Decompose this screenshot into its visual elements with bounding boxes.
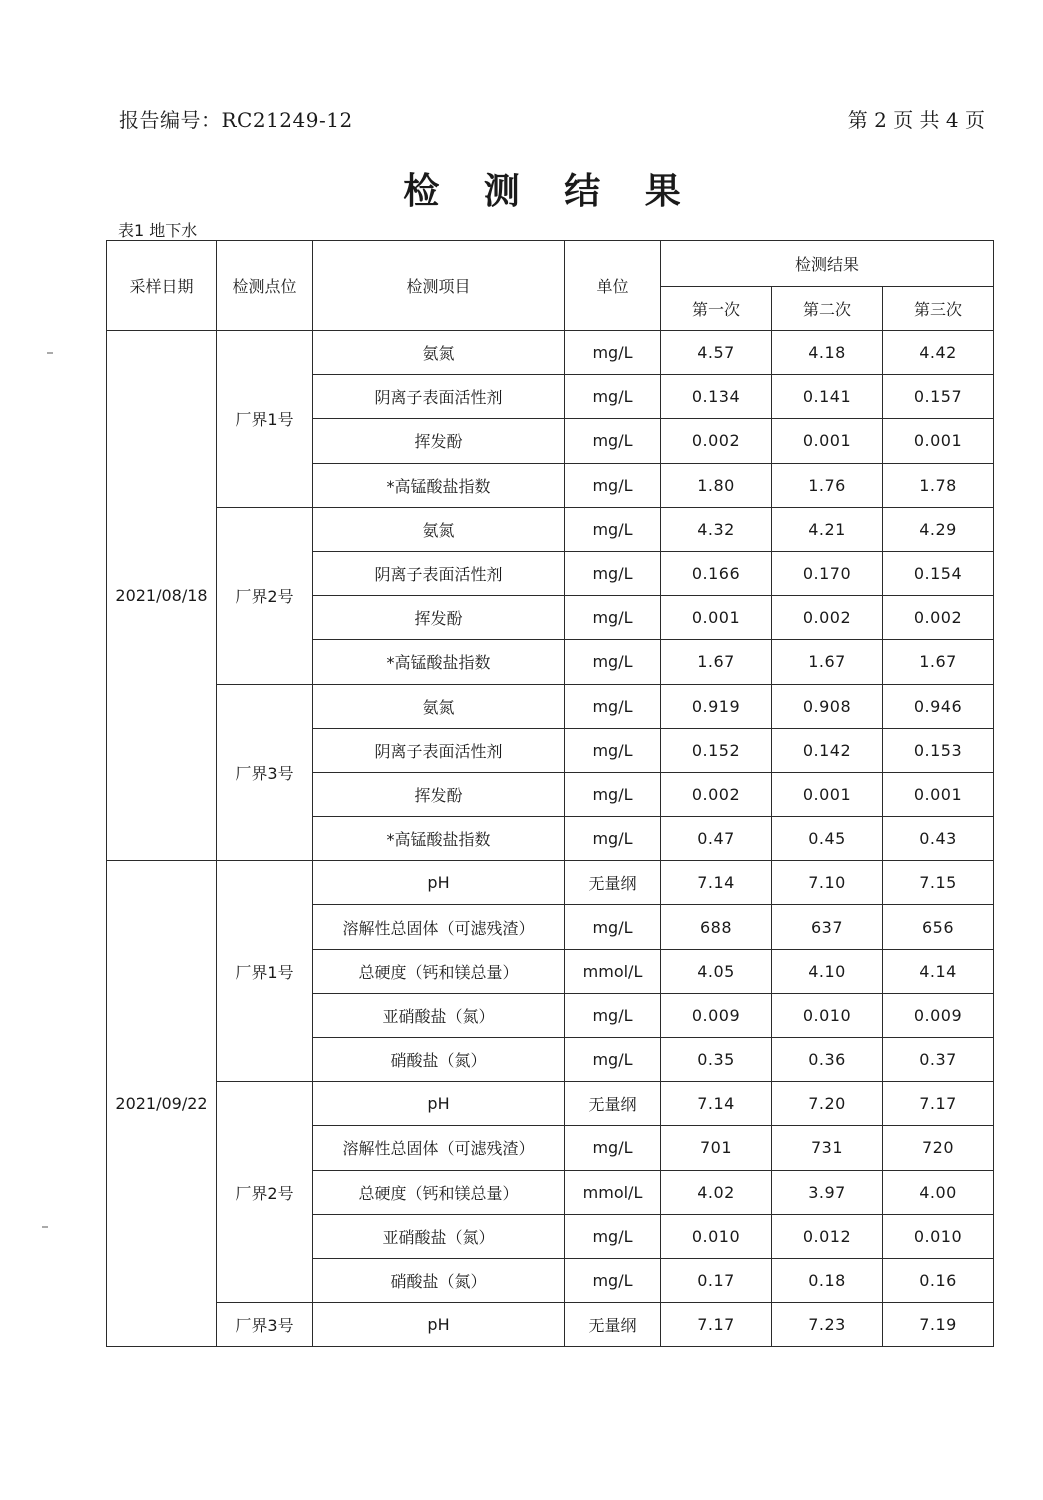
result-first-cell: 4.02 <box>661 1170 772 1214</box>
result-third-cell: 4.42 <box>883 331 994 375</box>
result-second-cell: 0.010 <box>772 993 883 1037</box>
result-first-cell: 4.05 <box>661 949 772 993</box>
sampling-point-cell: 厂界1号 <box>217 331 313 508</box>
result-third-cell: 4.14 <box>883 949 994 993</box>
result-first-cell: 0.47 <box>661 817 772 861</box>
result-first-cell: 0.152 <box>661 728 772 772</box>
result-second-cell: 4.10 <box>772 949 883 993</box>
test-item-cell: 溶解性总固体（可滤残渣） <box>313 905 565 949</box>
result-third-cell: 0.001 <box>883 772 994 816</box>
table-caption: 表1 地下水 <box>118 221 198 240</box>
report-number: 报告编号：RC21249-12 <box>119 108 353 132</box>
result-third-cell: 7.19 <box>883 1303 994 1347</box>
result-second-cell: 0.141 <box>772 375 883 419</box>
unit-cell: mg/L <box>565 596 661 640</box>
table-row <box>107 684 994 728</box>
result-first-cell: 701 <box>661 1126 772 1170</box>
page-title: 检 测 结 果 <box>403 171 697 212</box>
result-third-cell: 4.00 <box>883 1170 994 1214</box>
unit-cell: mg/L <box>565 1038 661 1082</box>
result-third-cell: 0.16 <box>883 1258 994 1302</box>
table-row <box>107 507 994 551</box>
result-first-cell: 0.010 <box>661 1214 772 1258</box>
sampling-point-cell: 厂界2号 <box>217 1082 313 1303</box>
header-sampling-date: 采样日期 <box>107 241 217 331</box>
result-first-cell: 0.134 <box>661 375 772 419</box>
result-second-cell: 0.002 <box>772 596 883 640</box>
page-indicator: 第 2 页 共 4 页 <box>847 108 985 132</box>
result-first-cell: 0.009 <box>661 993 772 1037</box>
test-item-cell: 硝酸盐（氮） <box>313 1258 565 1302</box>
result-first-cell: 0.17 <box>661 1258 772 1302</box>
unit-cell: mg/L <box>565 331 661 375</box>
result-third-cell: 0.153 <box>883 728 994 772</box>
result-third-cell: 0.37 <box>883 1038 994 1082</box>
result-second-cell: 0.18 <box>772 1258 883 1302</box>
result-first-cell: 0.166 <box>661 551 772 595</box>
unit-cell: mg/L <box>565 1126 661 1170</box>
result-third-cell: 7.17 <box>883 1082 994 1126</box>
result-second-cell: 731 <box>772 1126 883 1170</box>
unit-cell: mmol/L <box>565 1170 661 1214</box>
header-results: 检测结果 <box>661 241 994 287</box>
test-item-cell: 氨氮 <box>313 507 565 551</box>
unit-cell: 无量纲 <box>565 1082 661 1126</box>
result-third-cell: 7.15 <box>883 861 994 905</box>
unit-cell: mg/L <box>565 1214 661 1258</box>
test-item-cell: 氨氮 <box>313 684 565 728</box>
result-third-cell: 0.154 <box>883 551 994 595</box>
sampling-point-cell: 厂界2号 <box>217 507 313 684</box>
result-second-cell: 4.18 <box>772 331 883 375</box>
result-third-cell: 0.157 <box>883 375 994 419</box>
sampling-date-cell: 2021/08/18 <box>107 331 217 861</box>
unit-cell: mg/L <box>565 1258 661 1302</box>
results-body <box>107 331 994 1347</box>
test-item-cell: 亚硝酸盐（氮） <box>313 993 565 1037</box>
unit-cell: mg/L <box>565 772 661 816</box>
result-first-cell: 1.67 <box>661 640 772 684</box>
test-item-cell: pH <box>313 861 565 905</box>
test-item-cell: 亚硝酸盐（氮） <box>313 1214 565 1258</box>
test-item-cell: 硝酸盐（氮） <box>313 1038 565 1082</box>
result-second-cell: 4.21 <box>772 507 883 551</box>
sampling-date-cell: 2021/09/22 <box>107 861 217 1347</box>
test-item-cell: *高锰酸盐指数 <box>313 640 565 684</box>
header-sampling-point: 检测点位 <box>217 241 313 331</box>
result-third-cell: 720 <box>883 1126 994 1170</box>
result-third-cell: 0.001 <box>883 419 994 463</box>
result-second-cell: 1.67 <box>772 640 883 684</box>
result-third-cell: 0.43 <box>883 817 994 861</box>
scan-mark <box>42 1226 48 1228</box>
result-third-cell: 0.946 <box>883 684 994 728</box>
result-first-cell: 0.002 <box>661 772 772 816</box>
result-third-cell: 0.009 <box>883 993 994 1037</box>
table-row <box>107 861 994 905</box>
sampling-point-cell: 厂界3号 <box>217 1303 313 1347</box>
unit-cell: mg/L <box>565 817 661 861</box>
unit-cell: mg/L <box>565 551 661 595</box>
result-second-cell: 0.001 <box>772 419 883 463</box>
unit-cell: mg/L <box>565 684 661 728</box>
unit-cell: mmol/L <box>565 949 661 993</box>
result-first-cell: 7.14 <box>661 861 772 905</box>
header-second: 第二次 <box>772 287 883 331</box>
result-first-cell: 4.57 <box>661 331 772 375</box>
unit-cell: mg/L <box>565 993 661 1037</box>
result-third-cell: 1.78 <box>883 463 994 507</box>
header-first: 第一次 <box>661 287 772 331</box>
test-item-cell: 挥发酚 <box>313 419 565 463</box>
result-second-cell: 0.45 <box>772 817 883 861</box>
unit-cell: mg/L <box>565 905 661 949</box>
result-second-cell: 637 <box>772 905 883 949</box>
result-first-cell: 0.001 <box>661 596 772 640</box>
unit-cell: mg/L <box>565 728 661 772</box>
result-second-cell: 1.76 <box>772 463 883 507</box>
unit-cell: mg/L <box>565 463 661 507</box>
result-second-cell: 0.012 <box>772 1214 883 1258</box>
test-item-cell: 挥发酚 <box>313 596 565 640</box>
table-row <box>107 1082 994 1126</box>
test-item-cell: 总硬度（钙和镁总量） <box>313 949 565 993</box>
sampling-point-cell: 厂界1号 <box>217 861 313 1082</box>
unit-cell: 无量纲 <box>565 861 661 905</box>
test-item-cell: 氨氮 <box>313 331 565 375</box>
unit-cell: mg/L <box>565 640 661 684</box>
test-item-cell: 溶解性总固体（可滤残渣） <box>313 1126 565 1170</box>
result-second-cell: 3.97 <box>772 1170 883 1214</box>
unit-cell: 无量纲 <box>565 1303 661 1347</box>
result-first-cell: 0.919 <box>661 684 772 728</box>
result-third-cell: 0.010 <box>883 1214 994 1258</box>
result-second-cell: 7.10 <box>772 861 883 905</box>
result-first-cell: 0.35 <box>661 1038 772 1082</box>
result-first-cell: 688 <box>661 905 772 949</box>
result-third-cell: 656 <box>883 905 994 949</box>
header-test-item: 检测项目 <box>313 241 565 331</box>
result-third-cell: 0.002 <box>883 596 994 640</box>
result-third-cell: 1.67 <box>883 640 994 684</box>
scan-mark <box>47 352 53 354</box>
result-third-cell: 4.29 <box>883 507 994 551</box>
test-item-cell: 挥发酚 <box>313 772 565 816</box>
result-first-cell: 4.32 <box>661 507 772 551</box>
result-second-cell: 7.20 <box>772 1082 883 1126</box>
result-second-cell: 0.142 <box>772 728 883 772</box>
result-second-cell: 0.36 <box>772 1038 883 1082</box>
result-first-cell: 7.17 <box>661 1303 772 1347</box>
unit-cell: mg/L <box>565 507 661 551</box>
header-unit: 单位 <box>565 241 661 331</box>
table-row <box>107 1303 994 1347</box>
result-second-cell: 0.001 <box>772 772 883 816</box>
test-item-cell: pH <box>313 1303 565 1347</box>
result-first-cell: 0.002 <box>661 419 772 463</box>
test-item-cell: 阴离子表面活性剂 <box>313 551 565 595</box>
test-item-cell: 阴离子表面活性剂 <box>313 728 565 772</box>
result-first-cell: 1.80 <box>661 463 772 507</box>
result-second-cell: 7.23 <box>772 1303 883 1347</box>
test-item-cell: *高锰酸盐指数 <box>313 463 565 507</box>
result-second-cell: 0.170 <box>772 551 883 595</box>
unit-cell: mg/L <box>565 375 661 419</box>
unit-cell: mg/L <box>565 419 661 463</box>
test-item-cell: *高锰酸盐指数 <box>313 817 565 861</box>
sampling-point-cell: 厂界3号 <box>217 684 313 861</box>
test-item-cell: pH <box>313 1082 565 1126</box>
result-first-cell: 7.14 <box>661 1082 772 1126</box>
test-item-cell: 阴离子表面活性剂 <box>313 375 565 419</box>
test-item-cell: 总硬度（钙和镁总量） <box>313 1170 565 1214</box>
result-second-cell: 0.908 <box>772 684 883 728</box>
header-third: 第三次 <box>883 287 994 331</box>
results-table <box>106 240 994 1347</box>
table-row <box>107 331 994 375</box>
